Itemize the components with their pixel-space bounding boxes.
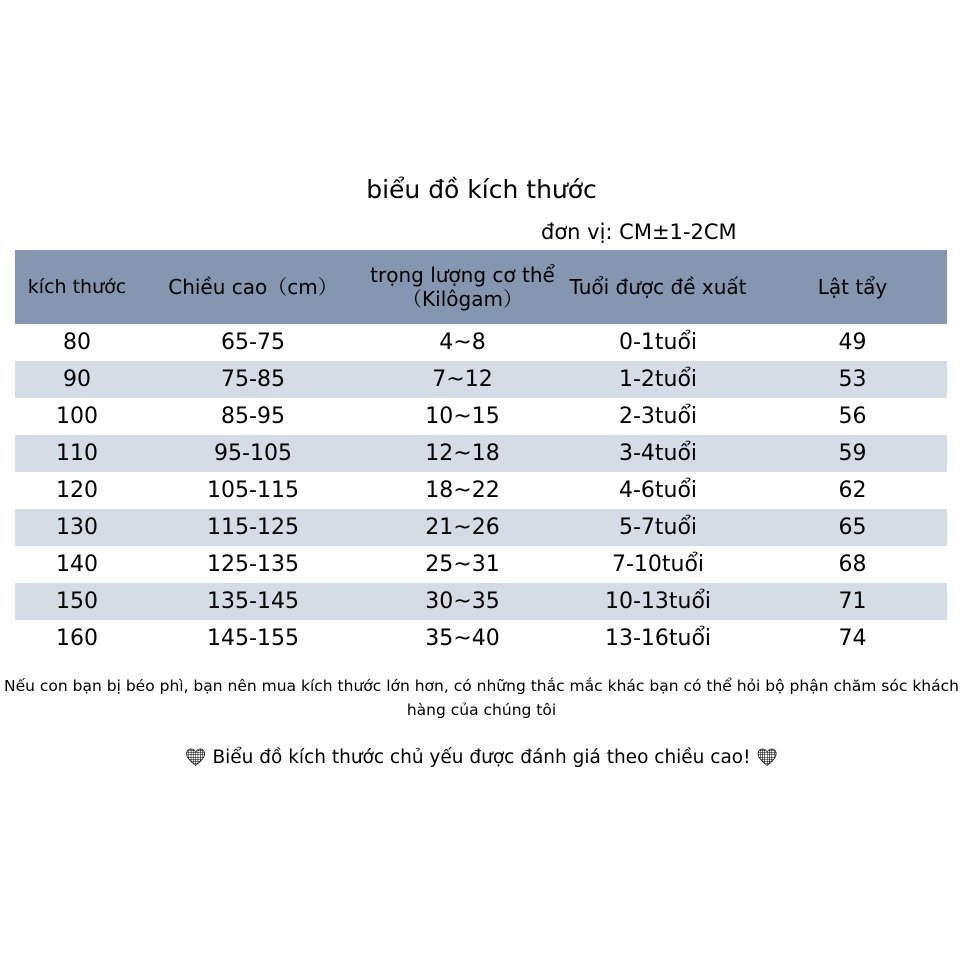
cell-age: 0-1tuổi — [618, 330, 698, 355]
cell-age: 5-7tuổi — [618, 515, 698, 540]
cell-height: 125-135 — [207, 552, 299, 577]
tagline-text: Biểu đồ kích thước chủ yếu được đánh giá theo chiều cao! — [212, 747, 751, 768]
cell-height: 65-75 — [221, 330, 285, 355]
cell-size: 90 — [63, 367, 91, 392]
cell-weight: 12~18 — [425, 441, 500, 466]
cell-weight: 35~40 — [425, 626, 500, 651]
chart-title: biểu đồ kích thước — [366, 175, 597, 204]
header-flip: Lật tẩy — [817, 275, 888, 299]
cell-height: 135-145 — [207, 589, 299, 614]
heart-icon: 🖤︎ — [756, 748, 779, 768]
cell-weight: 4~8 — [439, 330, 486, 355]
cell-weight: 25~31 — [425, 552, 500, 577]
table-row — [15, 361, 947, 398]
cell-age: 3-4tuổi — [618, 441, 698, 466]
cell-age: 2-3tuổi — [618, 404, 698, 429]
header-size: kích thước — [27, 276, 127, 298]
cell-weight: 7~12 — [432, 367, 493, 392]
cell-flip: 74 — [838, 626, 867, 651]
cell-weight: 10~15 — [425, 404, 500, 429]
table-row — [15, 583, 947, 620]
table-row — [15, 620, 947, 657]
table-row — [15, 398, 947, 435]
cell-flip: 65 — [838, 515, 867, 540]
cell-flip: 59 — [838, 441, 867, 466]
cell-height: 145-155 — [207, 626, 299, 651]
cell-flip: 56 — [838, 404, 867, 429]
header-weight: trọng lượng cơ thể（Kilôgam） — [370, 263, 555, 311]
table-row — [15, 546, 947, 583]
cell-flip: 49 — [838, 330, 867, 355]
cell-size: 150 — [56, 589, 98, 614]
cell-weight: 18~22 — [425, 478, 500, 503]
header-age: Tuổi được đề xuất — [569, 275, 747, 299]
cell-size: 120 — [56, 478, 98, 503]
cell-height: 85-95 — [221, 404, 285, 429]
cell-height: 75-85 — [221, 367, 285, 392]
cell-size: 160 — [56, 626, 98, 651]
cell-flip: 68 — [838, 552, 867, 577]
cell-size: 130 — [56, 515, 98, 540]
cell-flip: 62 — [838, 478, 867, 503]
cell-size: 140 — [56, 552, 98, 577]
size-table — [15, 250, 947, 657]
table-row — [15, 324, 947, 361]
note-text: Nếu con bạn bị béo phì, bạn nên mua kích thước lớn hơn, có những thắc mắc khác bạn có thể hỏi bộ phận chăm sóc khách hàng của chúng tôi — [4, 677, 959, 719]
heart-icon: 🖤︎ — [184, 748, 207, 768]
cell-flip: 71 — [838, 589, 867, 614]
cell-flip: 53 — [838, 367, 867, 392]
cell-age: 4-6tuổi — [618, 478, 698, 503]
cell-age: 7-10tuổi — [611, 552, 705, 577]
cell-height: 105-115 — [207, 478, 299, 503]
unit-label: đơn vị: CM±1-2CM — [541, 220, 737, 244]
cell-size: 80 — [63, 330, 91, 355]
cell-age: 1-2tuổi — [618, 367, 698, 392]
cell-height: 95-105 — [214, 441, 292, 466]
cell-size: 100 — [56, 404, 98, 429]
header-height: Chiều cao（cm） — [168, 275, 338, 299]
cell-size: 110 — [56, 441, 98, 466]
table-header-row — [15, 250, 947, 324]
tagline — [0, 744, 963, 772]
table-row — [15, 435, 947, 472]
cell-age: 10-13tuổi — [604, 589, 712, 614]
table-row — [15, 509, 947, 546]
table-row — [15, 472, 947, 509]
cell-weight: 21~26 — [425, 515, 500, 540]
cell-weight: 30~35 — [425, 589, 500, 614]
cell-age: 13-16tuổi — [604, 626, 712, 651]
cell-height: 115-125 — [207, 515, 299, 540]
